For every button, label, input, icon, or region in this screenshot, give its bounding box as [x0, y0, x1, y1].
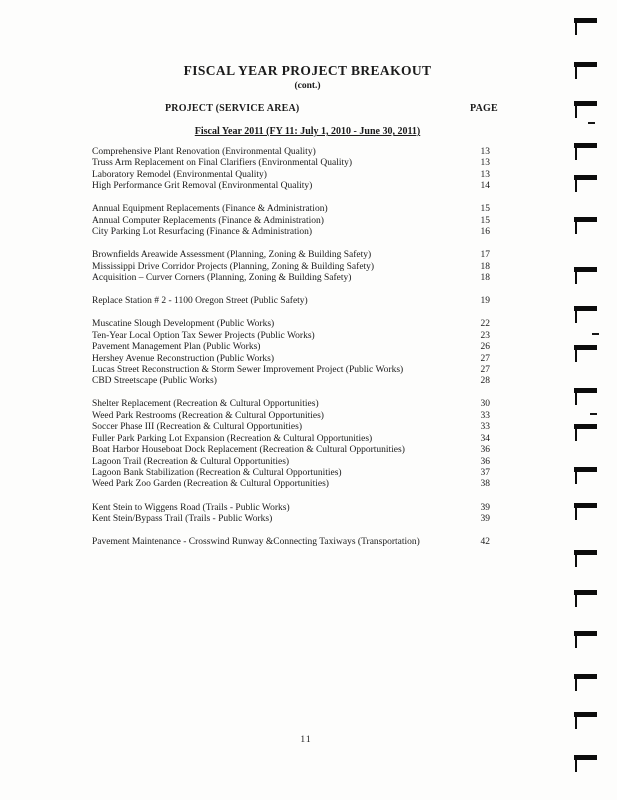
project-title: Hershey Avenue Reconstruction (Public Works)	[92, 353, 274, 364]
toc-row	[92, 342, 490, 353]
toc-group	[92, 537, 490, 548]
toc-row	[92, 331, 490, 342]
binding-mark-artifact	[574, 712, 597, 735]
binding-mark-artifact	[574, 62, 597, 85]
page-reference: 13	[480, 169, 490, 180]
toc-row	[92, 319, 490, 330]
project-title: Ten-Year Local Option Tax Sewer Projects (Public Works)	[92, 330, 315, 341]
binding-mark-artifact	[574, 674, 597, 697]
toc-group	[92, 296, 490, 307]
scan-dash-artifact	[590, 413, 597, 415]
binding-mark-artifact	[574, 503, 597, 526]
document-title: FISCAL YEAR PROJECT BREAKOUT	[183, 63, 432, 78]
fiscal-year-heading: Fiscal Year 2011 (FY 11: July 1, 2010 - June 30, 2011)	[194, 126, 421, 137]
toc-group	[92, 399, 490, 491]
toc-row	[92, 147, 490, 158]
toc-row	[92, 376, 490, 387]
project-title: Annual Equipment Replacements (Finance & Administration)	[92, 204, 328, 215]
toc-row	[92, 411, 490, 422]
project-title: CBD Streetscape (Public Works)	[92, 376, 217, 387]
toc-row	[92, 365, 490, 376]
binding-mark-artifact	[574, 143, 597, 166]
binding-mark-artifact	[574, 631, 597, 654]
binding-mark-artifact	[574, 217, 597, 240]
project-title: Fuller Park Parking Lot Expansion (Recreation & Cultural Opportunities)	[92, 433, 373, 444]
toc-row	[92, 170, 490, 181]
page-reference: 36	[480, 445, 490, 456]
toc-row	[92, 468, 490, 479]
page-reference: 38	[480, 479, 490, 490]
page-reference: 33	[480, 410, 490, 421]
footer-page-number: 11	[300, 735, 312, 745]
toc-row	[92, 273, 490, 284]
column-header-page: PAGE	[470, 103, 498, 114]
toc-row	[92, 354, 490, 365]
page-reference: 33	[480, 422, 490, 433]
toc-row	[92, 216, 490, 227]
toc-group	[92, 503, 490, 526]
binding-mark-artifact	[574, 755, 597, 778]
toc-row	[92, 514, 490, 525]
project-title: Mississippi Drive Corridor Projects (Planning, Zoning & Building Safety)	[92, 261, 375, 272]
toc-row	[92, 479, 490, 490]
toc-row	[92, 262, 490, 273]
project-title: Lagoon Trail (Recreation & Cultural Opportunities)	[92, 456, 290, 467]
toc-group	[92, 319, 490, 388]
toc-row	[92, 250, 490, 261]
project-title: Kent Stein/Bypass Trail (Trails - Public Works)	[92, 513, 273, 524]
project-title: Lagoon Bank Stabilization (Recreation & Cultural Opportunities)	[92, 468, 342, 479]
page-reference: 14	[480, 181, 490, 192]
toc-group	[92, 204, 490, 238]
binding-mark-artifact	[574, 267, 597, 290]
page-reference: 13	[480, 147, 490, 157]
toc-row	[92, 445, 490, 456]
toc-row	[92, 457, 490, 468]
page-reference: 18	[480, 261, 490, 272]
page-reference: 28	[480, 376, 490, 387]
binding-mark-artifact	[574, 306, 597, 329]
toc-row	[92, 422, 490, 433]
column-header-project: PROJECT (SERVICE AREA)	[165, 103, 300, 114]
page-reference: 22	[480, 319, 490, 330]
scan-dash-artifact	[592, 333, 599, 335]
toc-group	[92, 250, 490, 284]
scan-dash-artifact	[588, 122, 595, 124]
page-reference: 16	[480, 227, 490, 238]
toc-row	[92, 227, 490, 238]
page-reference: 18	[480, 273, 490, 284]
page-reference: 26	[480, 342, 490, 353]
project-title: Replace Station # 2 - 1100 Oregon Street (Public Safety)	[92, 296, 308, 307]
binding-mark-artifact	[574, 550, 597, 573]
project-title: Soccer Phase III (Recreation & Cultural Opportunities)	[92, 422, 302, 433]
toc-group	[92, 147, 490, 193]
toc-row	[92, 181, 490, 192]
project-title: Pavement Management Plan (Public Works)	[92, 342, 261, 353]
binding-mark-artifact	[574, 388, 597, 411]
project-title: Pavement Maintenance - Crosswind Runway &Connecting Taxiways (Transportation)	[92, 536, 420, 547]
project-title: Boat Harbor Houseboat Dock Replacement (Recreation & Cultural Opportunities)	[92, 445, 405, 456]
page-reference: 15	[480, 215, 490, 226]
project-title: Shelter Replacement (Recreation & Cultural Opportunities)	[92, 399, 319, 410]
project-title: Annual Computer Replacements (Finance & Administration)	[92, 215, 324, 226]
page-reference: 42	[480, 536, 490, 547]
project-title: Brownfields Areawide Assessment (Planning, Zoning & Building Safety)	[92, 250, 372, 261]
project-title: City Parking Lot Resurfacing (Finance & Administration)	[92, 227, 313, 238]
toc-row	[92, 537, 490, 548]
binding-mark-artifact	[574, 345, 597, 368]
project-title: Muscatine Slough Development (Public Works)	[92, 319, 275, 330]
page-reference: 23	[480, 330, 490, 341]
project-title: Comprehensive Plant Renovation (Environmental Quality)	[92, 147, 316, 157]
project-title: Laboratory Remodel (Environmental Quality)	[92, 169, 267, 180]
page-reference: 34	[480, 433, 490, 444]
page-reference: 13	[480, 158, 490, 169]
project-title: Weed Park Zoo Garden (Recreation & Cultural Opportunities)	[92, 479, 329, 490]
project-title: Acquisition – Curver Corners (Planning, Zoning & Building Safety)	[92, 273, 352, 284]
page-reference: 17	[480, 250, 490, 261]
project-table-of-contents	[92, 147, 490, 560]
binding-mark-artifact	[574, 467, 597, 490]
binding-mark-artifact	[574, 590, 597, 613]
page-reference: 30	[480, 399, 490, 410]
page-reference: 39	[480, 513, 490, 524]
project-title: Weed Park Restrooms (Recreation & Cultural Opportunities)	[92, 410, 324, 421]
page-reference: 19	[480, 296, 490, 307]
project-title: High Performance Grit Removal (Environmental Quality)	[92, 181, 313, 192]
toc-row	[92, 204, 490, 215]
page-reference: 27	[480, 364, 490, 375]
page-reference: 37	[480, 468, 490, 479]
page-reference: 15	[480, 204, 490, 215]
page-reference: 27	[480, 353, 490, 364]
project-title: Kent Stein to Wiggens Road (Trails - Public Works)	[92, 502, 290, 513]
page-reference: 36	[480, 456, 490, 467]
toc-row	[92, 296, 490, 307]
binding-mark-artifact	[574, 101, 597, 124]
binding-mark-artifact	[574, 424, 597, 447]
project-title: Lucas Street Reconstruction & Storm Sewer Improvement Project (Public Works)	[92, 364, 404, 375]
project-title: Truss Arm Replacement on Final Clarifiers (Environmental Quality)	[92, 158, 353, 169]
toc-row	[92, 503, 490, 514]
binding-mark-artifact	[574, 175, 597, 198]
toc-row	[92, 434, 490, 445]
page-reference: 39	[480, 502, 490, 513]
toc-row	[92, 399, 490, 410]
toc-row	[92, 158, 490, 169]
binding-mark-artifact	[574, 18, 597, 41]
document-subtitle: (cont.)	[294, 81, 321, 91]
